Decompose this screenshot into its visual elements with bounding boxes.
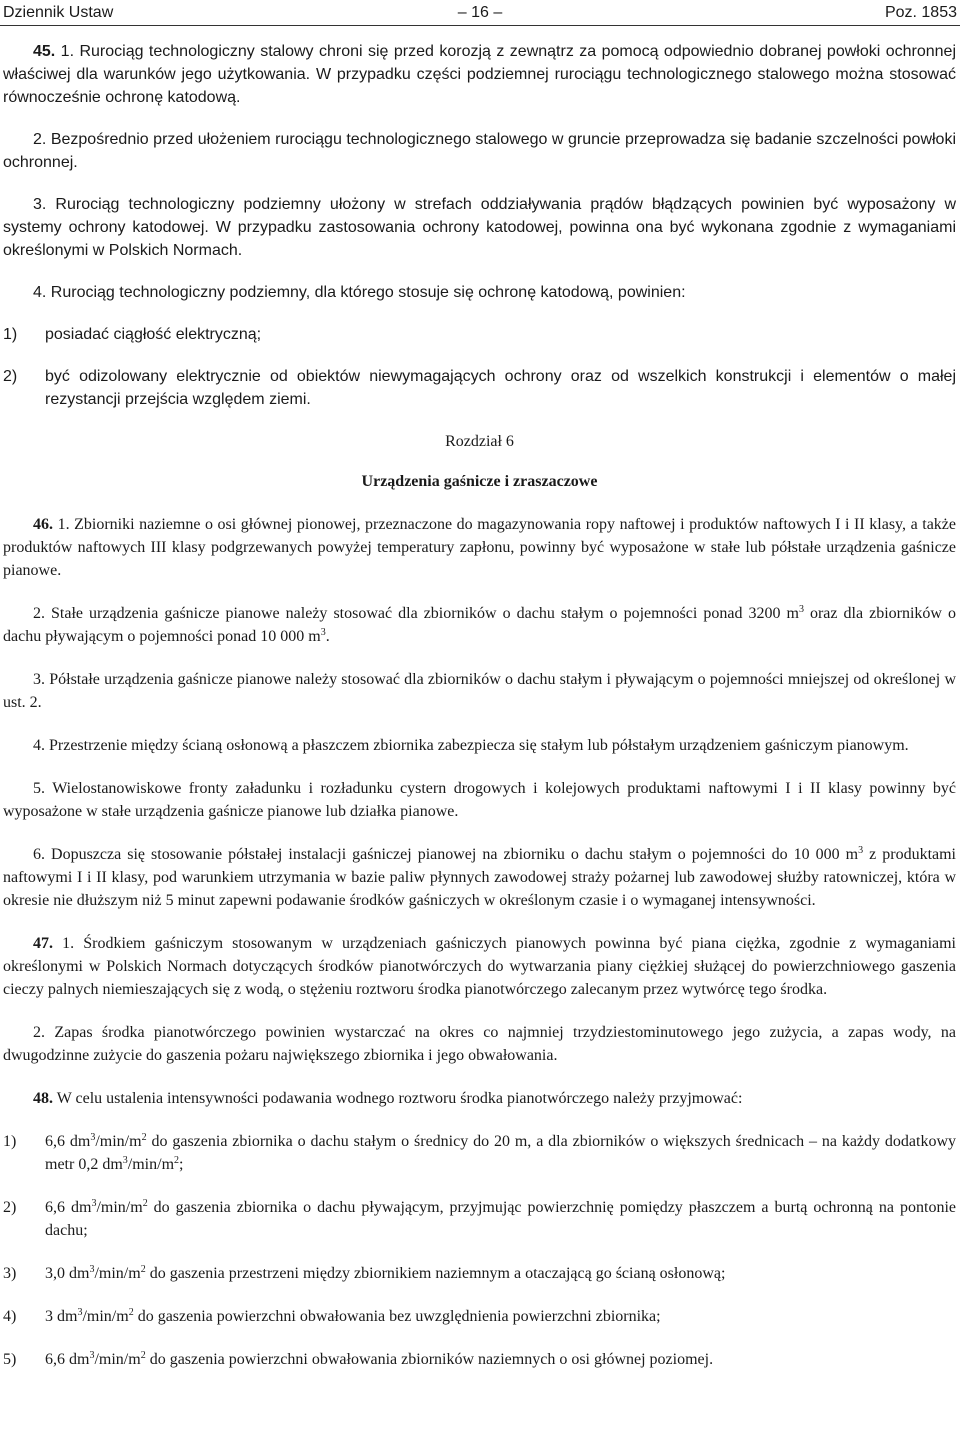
- list-item: 1) posiadać ciągłość elektryczną;: [3, 326, 262, 343]
- list-item: 2) być odizolowany elektrycznie od obiektów niewymagających ochrony oraz od wszelkich konstrukcji i elementów o małej rezystancji przejścia względem ziemi.: [3, 368, 956, 408]
- section-number: 46.: [33, 516, 53, 533]
- section-48-para-1: 48. W celu ustalenia intensywności podawania wodnego roztworu środka pianotwórczego należy przyjmować:: [33, 1090, 743, 1107]
- page-header: [0, 0, 960, 25]
- section-number: 47.: [33, 935, 53, 952]
- section-47-para-2: 2. Zapas środka pianotwórczego powinien wystarczać na okres co najmniej trzydziestominutowego jego zużycia, a zapas wody, na dwugodzinne zużycie do gaszenia pożaru największego zbiornika i jego obwałowania.: [3, 1024, 956, 1064]
- section-46-para-1: 46. 1. Zbiorniki naziemne o osi głównej pionowej, przeznaczone do magazynowania ropy naftowej i produktów naftowych I i II klasy, a także produktów naftowych III klasy podgrzewanych powyżej temperatury zapłonu, powinny być wyposażone w stałe lub półstałe urządzenia gaśnicze pianowe.: [3, 516, 956, 579]
- section-46-para-4: 4. Przestrzenie między ścianą osłonową a płaszczem zbiornika zabezpiecza się stałym lub półstałym urządzeniem gaśniczym pianowym.: [33, 737, 909, 754]
- section-45-para-3: 3. Rurociąg technologiczny podziemny ułożony w strefach oddziaływania prądów błądzących powinien być wyposażony w systemy ochrony katodowej. W przypadku zastosowania ochrony katodowej, powinna ona być wykonana zgodnie z wymaganiami określonymi w Polskich Normach.: [3, 196, 956, 259]
- chapter-label: Rozdział 6: [445, 433, 514, 450]
- section-46-para-6: 6. Dopuszcza się stosowanie półstałej instalacji gaśniczej pianowej na zbiorniku o dachu stałym o pojemności do 10 000 $m^3$ z produktami naftowymi I i II klasy, pod warunkiem utrzymania w bazie paliw płynnych zawodowej straży pożarnej lub zawodowej służby ratowniczej, która w okresie nie dłuższym niż 5 minut zapewni podawanie środków gaśniczych w określonym czasie i o wymaganej intensywności.: [3, 845, 957, 909]
- publication-name: Dziennik Ustaw: [3, 4, 114, 21]
- section-45-para-1: 45. 1. Rurociąg technologiczny stalowy chroni się przed korozją z zewnątrz za pomocą odpowiednio dobranej powłoki ochronnej właściwej dla warunków jego użytkowania. W przypadku części podziemnej rurociągu technologicznego stalowego można stosować równocześnie ochronę katodową.: [3, 43, 956, 106]
- list-item: 1) 6,6 $dm^3/\min/m^2$ do gaszenia zbiornika o dachu stałym o średnicy do 20 m, a dla zbiorników o większych średnicach – na każdy dodatkowy metr 0,2 $dm^3/\min/m^2$;: [3, 1132, 956, 1173]
- section-46-para-2: 2. Stałe urządzenia gaśnicze pianowe należy stosować dla zbiorników o dachu stałym o pojemności ponad 3200 $m^3$ oraz dla zbiorników o dachu pływającym o pojemności ponad 10 000 $m^3$.: [3, 604, 957, 645]
- page-number: – 16 –: [457, 4, 503, 21]
- list-item: 2) 6,6 $dm^3/\min/m^2$ do gaszenia zbiornika o dachu pływającym, przyjmując powierzchnię pomiędzy płaszczem a burtą ochronną na pontonie dachu;: [3, 1198, 956, 1239]
- section-number: 45.: [33, 43, 56, 60]
- section-46-para-3: 3. Półstałe urządzenia gaśnicze pianowe należy stosować dla zbiorników o dachu stałym i pływającym o pojemności mniejszej od określonej w ust. 2.: [3, 671, 956, 711]
- header-divider: [0, 25, 960, 26]
- section-45-para-4: 4. Rurociąg technologiczny podziemny, dla którego stosuje się ochronę katodową, powinien:: [33, 284, 686, 301]
- list-item: 3) 3,0 $dm^3/\min/m^2$ do gaszenia przestrzeni między zbiornikiem naziemnym a otaczającą go ścianą osłonową;: [3, 1264, 726, 1282]
- list-item: 4) 3 $dm^3/\min/m^2$ do gaszenia powierzchni obwałowania bez uwzględnienia powierzchni zbiornika;: [3, 1307, 661, 1325]
- section-47-para-1: 47. 1. Środkiem gaśniczym stosowanym w urządzeniach gaśniczych pianowych powinna być piana ciężka, zgodnie z wymaganiami określonymi w Polskich Normach dotyczących środków pianotwórczych do wytwarzania piany ciężkiej służącej do powierzchniowego gaszenia cieczy palnych niemieszających się z wodą, o stężeniu roztworu środka pianotwórczego zalecanym przez wytwórcę tego środka.: [3, 935, 956, 998]
- position-number: Poz. 1853: [884, 4, 957, 21]
- section-45: [3, 40, 956, 411]
- list-item: 5) 6,6 $dm^3/\min/m^2$ do gaszenia powierzchni obwałowania zbiorników naziemnych o osi głównej poziomej.: [3, 1350, 714, 1368]
- chapter-title: Urządzenia gaśnicze i zraszaczowe: [361, 473, 598, 490]
- section-46-para-5: 5. Wielostanowiskowe fronty załadunku i rozładunku cystern drogowych i kolejowych produktami naftowymi I i II klasy powinny być wyposażone w stałe urządzenia gaśnicze pianowe lub działka pianowe.: [3, 780, 956, 820]
- section-45-para-2: 2. Bezpośrednio przed ułożeniem rurociągu technologicznego stalowego w gruncie przeprowadza się badanie szczelności powłoki ochronnej.: [3, 131, 956, 171]
- document-body: [3, 40, 956, 1391]
- section-number: 48.: [33, 1090, 53, 1107]
